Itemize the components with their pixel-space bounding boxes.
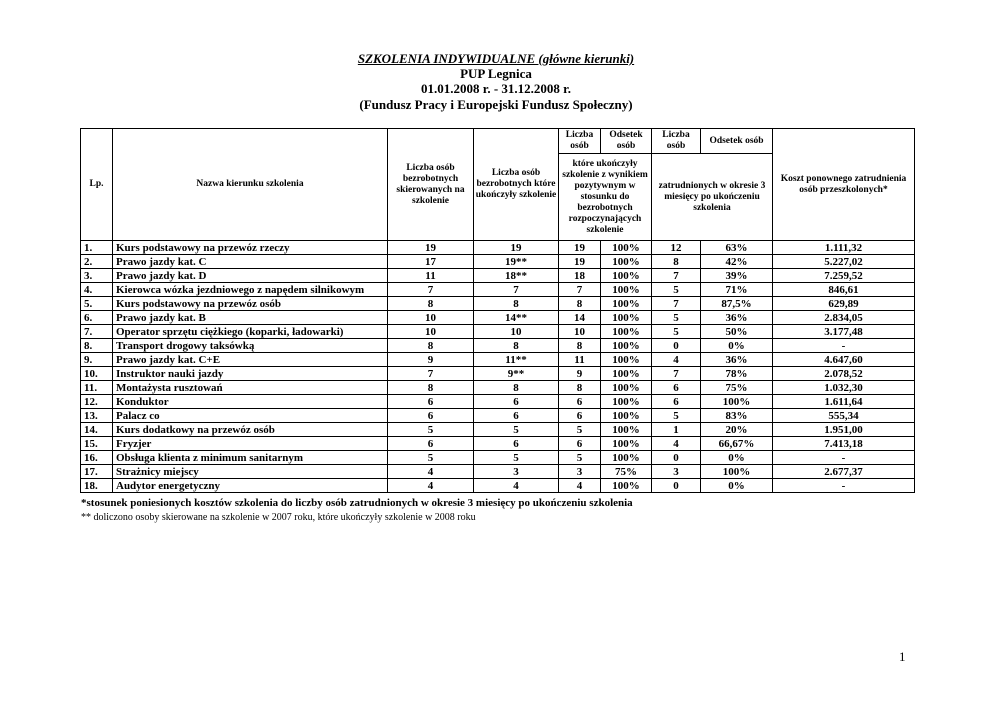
cell-lp: 4. <box>81 283 113 297</box>
table-row <box>81 255 915 269</box>
cell-employed: 7 <box>652 367 701 381</box>
cell-completed: 7 <box>474 283 559 297</box>
cell-passed: 18 <box>559 269 601 283</box>
table-row <box>81 297 915 311</box>
cell-passed: 6 <box>559 437 601 451</box>
cell-passed: 5 <box>559 423 601 437</box>
office-name: PUP Legnica <box>460 66 532 81</box>
cell-completed: 6 <box>474 409 559 423</box>
cell-referred: 7 <box>388 367 474 381</box>
cell-passed: 8 <box>559 297 601 311</box>
cell-employed-pct: 63% <box>701 241 773 255</box>
cell-completed: 10 <box>474 325 559 339</box>
cell-lp: 18. <box>81 479 113 493</box>
cell-name: Prawo jazdy kat. D <box>113 269 388 283</box>
cell-passed-pct: 100% <box>601 353 652 367</box>
cell-cost: 5.227,02 <box>773 255 915 269</box>
cell-employed-pct: 83% <box>701 409 773 423</box>
cell-employed: 0 <box>652 339 701 353</box>
cell-cost: 2.677,37 <box>773 465 915 479</box>
cell-name: Obsługa klienta z minimum sanitarnym <box>113 451 388 465</box>
cell-name: Transport drogowy taksówką <box>113 339 388 353</box>
cell-cost: - <box>773 479 915 493</box>
cell-employed-pct: 78% <box>701 367 773 381</box>
cell-employed: 7 <box>652 269 701 283</box>
col-header-name: Nazwa kierunku szkolenia <box>113 129 388 241</box>
cell-completed: 19 <box>474 241 559 255</box>
cell-passed-pct: 100% <box>601 437 652 451</box>
cell-referred: 17 <box>388 255 474 269</box>
cell-passed-pct: 100% <box>601 297 652 311</box>
cell-name: Prawo jazdy kat. B <box>113 311 388 325</box>
reporting-period: 01.01.2008 r. - 31.12.2008 r. <box>421 81 571 96</box>
cell-passed-pct: 100% <box>601 367 652 381</box>
table-row <box>81 339 915 353</box>
cell-cost: 4.647,60 <box>773 353 915 367</box>
cell-employed: 5 <box>652 325 701 339</box>
cell-lp: 2. <box>81 255 113 269</box>
table-body <box>81 241 915 493</box>
cell-referred: 10 <box>388 325 474 339</box>
cell-employed: 0 <box>652 451 701 465</box>
cell-employed: 4 <box>652 437 701 451</box>
cell-passed-pct: 100% <box>601 311 652 325</box>
cell-completed: 11** <box>474 353 559 367</box>
cell-lp: 9. <box>81 353 113 367</box>
cell-passed-pct: 100% <box>601 325 652 339</box>
cell-referred: 5 <box>388 423 474 437</box>
table-row <box>81 395 915 409</box>
cell-name: Palacz co <box>113 409 388 423</box>
cell-lp: 11. <box>81 381 113 395</box>
table-row <box>81 479 915 493</box>
cell-employed: 6 <box>652 395 701 409</box>
cell-passed-pct: 100% <box>601 339 652 353</box>
cell-referred: 11 <box>388 269 474 283</box>
cell-name: Instruktor nauki jazdy <box>113 367 388 381</box>
cell-passed: 4 <box>559 479 601 493</box>
funding-source: (Fundusz Pracy i Europejski Fundusz Społeczny) <box>359 97 633 112</box>
cell-cost: - <box>773 339 915 353</box>
training-table <box>80 128 915 493</box>
cell-name: Konduktor <box>113 395 388 409</box>
cell-lp: 17. <box>81 465 113 479</box>
cell-passed-pct: 100% <box>601 269 652 283</box>
cell-name: Prawo jazdy kat. C+E <box>113 353 388 367</box>
col-header-employed-count: Liczba osób <box>652 129 701 154</box>
cell-passed-pct: 100% <box>601 423 652 437</box>
cell-employed-pct: 36% <box>701 353 773 367</box>
cell-name: Audytor energetyczny <box>113 479 388 493</box>
table-row <box>81 241 915 255</box>
cell-completed: 8 <box>474 297 559 311</box>
cell-referred: 6 <box>388 395 474 409</box>
cell-lp: 14. <box>81 423 113 437</box>
cell-employed-pct: 66,67% <box>701 437 773 451</box>
col-header-completed: Liczba osób bezrobotnych które ukończyły szkolenie <box>474 129 559 241</box>
cell-referred: 4 <box>388 465 474 479</box>
cell-employed: 3 <box>652 465 701 479</box>
cell-employed-pct: 75% <box>701 381 773 395</box>
cell-name: Kurs podstawowy na przewóz rzeczy <box>113 241 388 255</box>
cell-employed-pct: 100% <box>701 465 773 479</box>
cell-name: Montażysta rusztowań <box>113 381 388 395</box>
cell-cost: 555,34 <box>773 409 915 423</box>
cell-passed-pct: 100% <box>601 395 652 409</box>
cell-name: Prawo jazdy kat. C <box>113 255 388 269</box>
cell-passed: 11 <box>559 353 601 367</box>
footnote-cost: *stosunek poniesionych kosztów szkolenia do liczby osób zatrudnionych w okresie 3 miesięcy po ukończeniu szkolenia <box>81 497 633 509</box>
cell-employed: 12 <box>652 241 701 255</box>
cell-completed: 9** <box>474 367 559 381</box>
table-row <box>81 451 915 465</box>
cell-employed-pct: 20% <box>701 423 773 437</box>
cell-completed: 5 <box>474 423 559 437</box>
cell-referred: 6 <box>388 437 474 451</box>
cell-completed: 6 <box>474 437 559 451</box>
cell-employed: 5 <box>652 311 701 325</box>
cell-referred: 4 <box>388 479 474 493</box>
cell-completed: 3 <box>474 465 559 479</box>
cell-passed: 7 <box>559 283 601 297</box>
cell-employed-pct: 50% <box>701 325 773 339</box>
cell-cost: 7.413,18 <box>773 437 915 451</box>
cell-cost: 629,89 <box>773 297 915 311</box>
cell-lp: 12. <box>81 395 113 409</box>
col-header-employed-desc: zatrudnionych w okresie 3 miesięcy po ukończeniu szkolenia <box>652 154 773 241</box>
cell-passed-pct: 100% <box>601 381 652 395</box>
cell-passed: 19 <box>559 255 601 269</box>
table-row <box>81 283 915 297</box>
cell-name: Strażnicy miejscy <box>113 465 388 479</box>
cell-passed-pct: 100% <box>601 241 652 255</box>
cell-cost: 1.611,64 <box>773 395 915 409</box>
cell-lp: 3. <box>81 269 113 283</box>
col-header-lp: Lp. <box>81 129 113 241</box>
page-number: 1 <box>899 649 906 664</box>
cell-passed: 6 <box>559 395 601 409</box>
cell-passed-pct: 100% <box>601 409 652 423</box>
col-header-cost: Koszt ponownego zatrudnienia osób przeszkolonych* <box>773 129 915 241</box>
col-header-passed-count: Liczba osób <box>559 129 601 154</box>
col-header-employed-pct: Odsetek osób <box>701 129 773 154</box>
table-row <box>81 465 915 479</box>
document-title: SZKOLENIA INDYWIDUALNE (główne kierunki) <box>357 51 635 66</box>
cell-employed-pct: 0% <box>701 339 773 353</box>
col-header-referred: Liczba osób bezrobotnych skierowanych na szkolenie <box>388 129 474 241</box>
cell-employed-pct: 42% <box>701 255 773 269</box>
footnote-2007: ** doliczono osoby skierowane na szkolenie w 2007 roku, które ukończyły szkolenie w 2008 roku <box>81 512 476 523</box>
col-header-passed-pct: Odsetek osób <box>601 129 652 154</box>
cell-lp: 13. <box>81 409 113 423</box>
cell-lp: 15. <box>81 437 113 451</box>
cell-passed: 19 <box>559 241 601 255</box>
cell-passed-pct: 100% <box>601 451 652 465</box>
cell-employed-pct: 39% <box>701 269 773 283</box>
cell-referred: 5 <box>388 451 474 465</box>
cell-employed-pct: 87,5% <box>701 297 773 311</box>
cell-employed: 0 <box>652 479 701 493</box>
cell-referred: 6 <box>388 409 474 423</box>
cell-completed: 19** <box>474 255 559 269</box>
table-row <box>81 353 915 367</box>
cell-employed: 8 <box>652 255 701 269</box>
cell-cost: 2.078,52 <box>773 367 915 381</box>
cell-cost: 1.111,32 <box>773 241 915 255</box>
cell-employed: 7 <box>652 297 701 311</box>
cell-lp: 8. <box>81 339 113 353</box>
cell-completed: 6 <box>474 395 559 409</box>
cell-employed-pct: 0% <box>701 451 773 465</box>
cell-cost: - <box>773 451 915 465</box>
cell-name: Kurs podstawowy na przewóz osób <box>113 297 388 311</box>
cell-referred: 19 <box>388 241 474 255</box>
cell-cost: 7.259,52 <box>773 269 915 283</box>
cell-passed-pct: 100% <box>601 479 652 493</box>
cell-name: Kurs dodatkowy na przewóz osób <box>113 423 388 437</box>
cell-passed: 5 <box>559 451 601 465</box>
cell-employed: 6 <box>652 381 701 395</box>
cell-lp: 6. <box>81 311 113 325</box>
cell-employed-pct: 71% <box>701 283 773 297</box>
cell-passed: 6 <box>559 409 601 423</box>
cell-passed-pct: 100% <box>601 255 652 269</box>
cell-employed-pct: 100% <box>701 395 773 409</box>
cell-referred: 9 <box>388 353 474 367</box>
cell-completed: 5 <box>474 451 559 465</box>
cell-completed: 18** <box>474 269 559 283</box>
cell-passed: 14 <box>559 311 601 325</box>
table-row <box>81 325 915 339</box>
cell-completed: 8 <box>474 381 559 395</box>
cell-lp: 7. <box>81 325 113 339</box>
cell-referred: 8 <box>388 339 474 353</box>
cell-cost: 1.951,00 <box>773 423 915 437</box>
table-row <box>81 381 915 395</box>
cell-passed: 9 <box>559 367 601 381</box>
cell-cost: 3.177,48 <box>773 325 915 339</box>
cell-referred: 8 <box>388 297 474 311</box>
cell-completed: 14** <box>474 311 559 325</box>
cell-completed: 4 <box>474 479 559 493</box>
cell-passed-pct: 75% <box>601 465 652 479</box>
cell-lp: 5. <box>81 297 113 311</box>
table-row <box>81 269 915 283</box>
table-row <box>81 409 915 423</box>
cell-passed: 8 <box>559 339 601 353</box>
cell-referred: 7 <box>388 283 474 297</box>
cell-employed: 5 <box>652 283 701 297</box>
cell-referred: 10 <box>388 311 474 325</box>
cell-name: Fryzjer <box>113 437 388 451</box>
table-row <box>81 311 915 325</box>
cell-passed: 8 <box>559 381 601 395</box>
cell-cost: 2.834,05 <box>773 311 915 325</box>
cell-cost: 1.032,30 <box>773 381 915 395</box>
table-row <box>81 367 915 381</box>
cell-name: Operator sprzętu ciężkiego (koparki, ładowarki) <box>113 325 388 339</box>
cell-passed: 3 <box>559 465 601 479</box>
cell-completed: 8 <box>474 339 559 353</box>
table-row <box>81 437 915 451</box>
cell-employed: 1 <box>652 423 701 437</box>
table-row <box>81 423 915 437</box>
cell-cost: 846,61 <box>773 283 915 297</box>
cell-employed-pct: 0% <box>701 479 773 493</box>
cell-passed: 10 <box>559 325 601 339</box>
cell-employed: 5 <box>652 409 701 423</box>
cell-employed-pct: 36% <box>701 311 773 325</box>
cell-referred: 8 <box>388 381 474 395</box>
cell-passed-pct: 100% <box>601 283 652 297</box>
cell-lp: 16. <box>81 451 113 465</box>
cell-employed: 4 <box>652 353 701 367</box>
cell-name: Kierowca wózka jezdniowego z napędem silnikowym <box>113 283 388 297</box>
cell-lp: 10. <box>81 367 113 381</box>
col-header-passed-desc: które ukończyły szkolenie z wynikiem pozytywnym w stosunku do bezrobotnych rozpoczynających szkolenie <box>559 154 652 241</box>
cell-lp: 1. <box>81 241 113 255</box>
